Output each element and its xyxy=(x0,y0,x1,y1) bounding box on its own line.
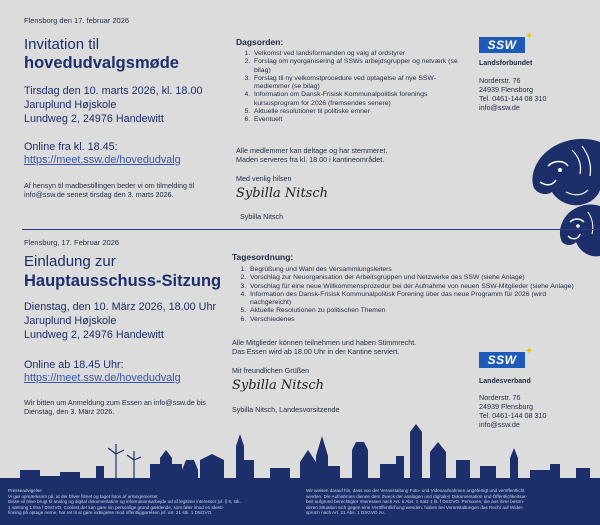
agenda-heading-german: Tagesordnung: xyxy=(232,252,294,262)
event-datetime: Dienstag, den 10. März 2026, 18.00 Uhr xyxy=(24,301,217,313)
agenda-item: 1. Velkomst ved landsformanden og valg af ordstyrer xyxy=(252,50,468,58)
title-danish-line2: hovedudvalgsmøde xyxy=(24,54,179,72)
signature-german: Sybilla Nitsch xyxy=(232,378,325,393)
online-link-german[interactable]: https://meet.ssw.de/hovedudvalg xyxy=(24,372,181,384)
lighthouse-icon xyxy=(182,460,198,478)
event-venue: Jaruplund Højskole xyxy=(24,315,117,327)
event-address: Lundweg 2, 24976 Handewitt xyxy=(24,113,164,125)
org-danish: Landsforbundet xyxy=(479,60,533,67)
registration-note-german: Wir bitten um Anmeldung zum Essen an info@ssw.de bis Dienstag, den 3. März 2026. xyxy=(24,398,206,416)
event-details-danish xyxy=(24,84,202,126)
event-venue: Jaruplund Højskole xyxy=(24,99,117,111)
ssw-logo-top: SSW xyxy=(479,37,525,53)
registration-note-danish: Af hensyn til madbestillingen beder vi om tilmelding til info@ssw.de senest tirsdag den 3. marts 2026. xyxy=(24,181,195,199)
agenda-item: 5. Aktuelle resolutioner til politiske emner xyxy=(252,108,468,116)
lions-illustration xyxy=(522,130,600,270)
wind-turbine-icon xyxy=(108,444,141,478)
agenda-item: 4. Information om Dansk-Frisisk Kommunalpolitisk forenings kursusprogram for 2026 (fremsendes senere) xyxy=(252,91,468,108)
signer-german: Sybilla Nitsch, Landesvorsitzende xyxy=(232,405,340,414)
ssw-logo-bottom: SSW xyxy=(479,352,525,368)
title-german-line2: Hauptausschuss-Sitzung xyxy=(24,272,222,290)
agenda-item: 1. Begrüßung und Wahl des Versammlungsleiters xyxy=(248,266,582,274)
date-danish: Flensborg den 17. februar 2026 xyxy=(24,16,130,25)
greeting-german: Mit freundlichen Grüßen xyxy=(232,366,310,375)
agenda-item: 5. Aktuelle Resolutionen zu politischen Themen xyxy=(248,307,582,315)
agenda-heading-danish: Dagsorden: xyxy=(236,37,284,47)
agenda-item: 6. Eventuelt xyxy=(252,116,468,124)
online-link-danish[interactable]: https://meet.ssw.de/hovedudvalg xyxy=(24,154,181,166)
agenda-item: 3. Forslag til ny velkomstprocedure ved optagelse af nye SSW-medlemmer (se bilag) xyxy=(252,75,468,92)
agenda-item: 2. Forslag om nyorganisering af SSWs arbejdsgrupper og netværk (se bilag) xyxy=(252,58,468,75)
star-icon: ✦ xyxy=(525,346,534,357)
lion-head-icon xyxy=(532,139,600,205)
address-danish: Norderstr. 76 24939 Flensborg Tel. 0461-144 08 310 info@ssw.de xyxy=(479,76,547,112)
signer-danish: Sybilla Nitsch xyxy=(240,212,284,221)
closing-german: Alle Mitglieder können teilnehmen und haben Stimmrecht. Das Essen wird ab 18.00 Uhr in der Kantine serviert. xyxy=(232,338,417,356)
agenda-item: 3. Vorschlag für eine neue Willkommensprozedur bei der Aufnahme von neuen SSW-Mitglieder (siehe Anlage) xyxy=(248,283,582,291)
date-german: Flensburg, 17. Februar 2026 xyxy=(24,238,120,247)
footer-privacy-german: Wir weisen darauf hin, dass von der Veranstaltung Foto- und Videoaufnahmen angefertigt und veröffentlicht werden. Die Aufnahmen dienen dem Zweck der analogen und digitalen Dokumentation und Öffentlichkeitsar- beit aufgrund berechtigter Interessen nach Art. 6 Abs. 1 Satz 1 lit. f DSGVO. Personen, die aus ihrer beson- deren Situation sich gegen eine Veröffentlichung wenden, haben bei Veranstaltungen das Recht auf Wider- spruch nach Art. 21 Abs. 1 DSGVO zu. xyxy=(306,488,528,516)
event-address: Lundweg 2, 24976 Handewitt xyxy=(24,329,164,341)
closing-danish: Alle medlemmer kan deltage og har stemmeret. Maden serveres fra kl. 18.00 i kantineområdet. xyxy=(236,146,388,164)
star-icon: ✦ xyxy=(525,31,534,42)
online-label-german: Online ab 18.45 Uhr: xyxy=(24,359,124,371)
agenda-item: 2. Vorschlag zur Neuorganisation der Arbeitsgruppen und Netzwerke des SSW (siehe Anlage) xyxy=(248,274,582,282)
agenda-item: 6. Verschiedenes xyxy=(248,316,582,324)
greeting-danish: Med venlig hilsen xyxy=(236,174,292,183)
signature-danish: Sybilla Nitsch xyxy=(236,186,329,201)
online-label-danish: Online fra kl. 18.45: xyxy=(24,141,118,153)
org-german: Landesverband xyxy=(479,378,531,385)
agenda-list-danish xyxy=(236,50,468,125)
event-datetime: Tirsdag den 10. marts 2026, kl. 18.00 xyxy=(24,85,203,97)
footer-privacy-danish: Presseadvigelse Vi gør opmærksom på, at der bliver filmet og taget fotos af arrangementet Disse vil blive brugt til analog og digital dokumentation og informationsarbejde ud af legitime interesser jvf. § 6, stk. 1 sætning 1 litra f DSGVO. Coolest der kan gøre sin personlige grund gældende, som føler imod en identi- fioning på optage nerne, har ret til at gøre indsigelse mod offentliggørelsen jvf. art. 21 stk. 1 DSGVO. xyxy=(8,488,241,516)
event-details-german xyxy=(24,300,216,342)
title-danish-line1: Invitation til xyxy=(24,36,100,53)
agenda-list-german xyxy=(232,266,582,324)
address-german: Norderstr. 76 24939 Flensburg Tel. 0461-144 08 310 info@ssw.de xyxy=(479,393,547,429)
agenda-item: 4. Information des Dansk-Frisisk Kommunalpolitisk Forening über das neue Programm für 2026 (wird nachgereicht) xyxy=(248,291,582,308)
lion-head-icon xyxy=(560,204,600,256)
title-german-line1: Einladung zur xyxy=(24,253,116,270)
city-skyline-illustration xyxy=(0,420,600,486)
section-divider xyxy=(22,229,600,230)
